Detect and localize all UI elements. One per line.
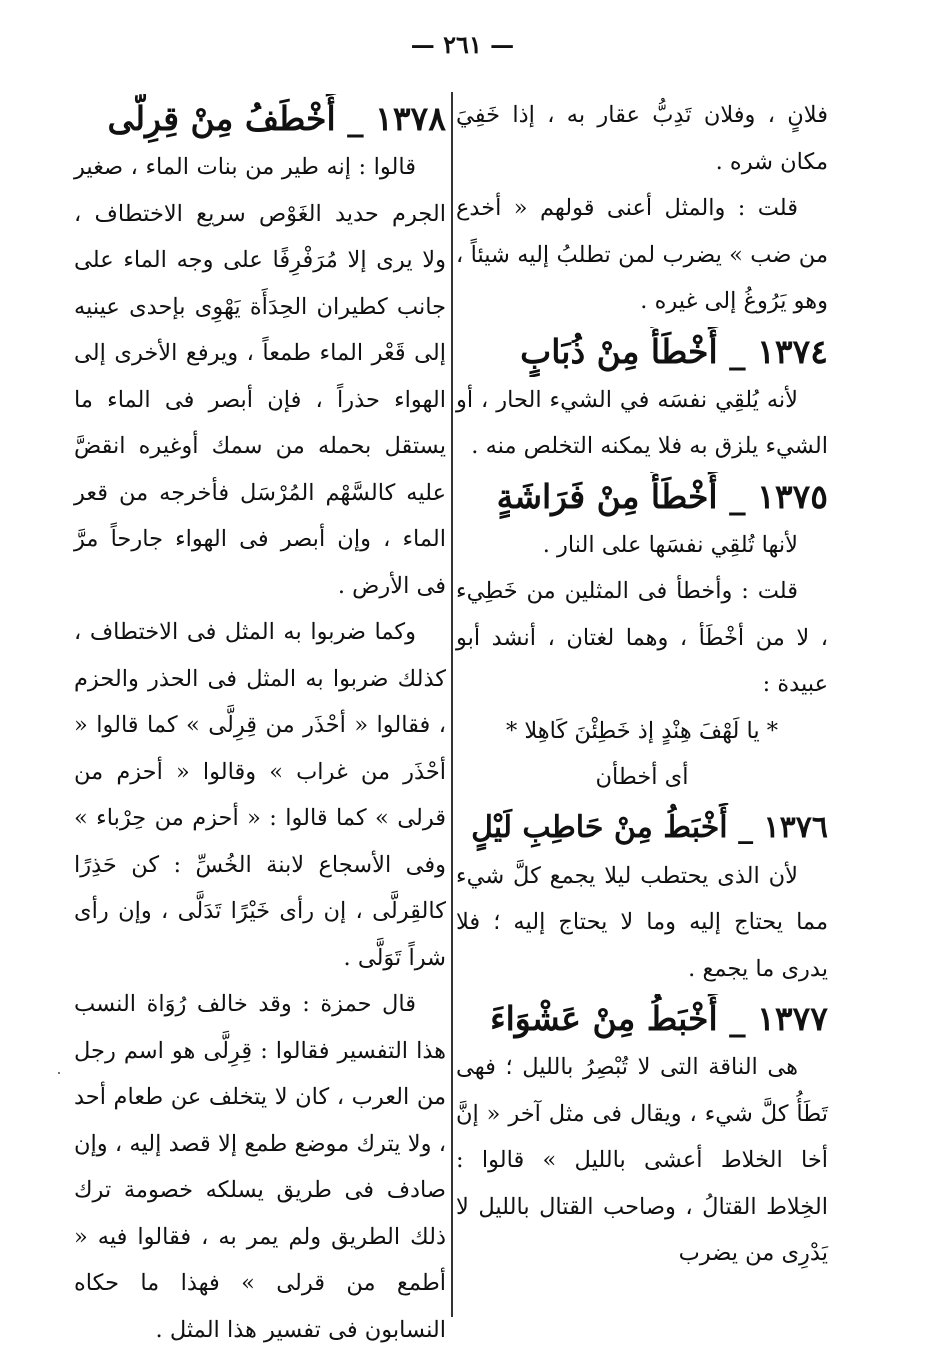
entry-title-1378: ١٣٧٨ _ أَخْطَفُ مِنْ قِرِلَّى (107, 99, 446, 138)
paragraph-1378-hamza: قال حمزة : وقد خالف رُوَاة النسب هذا التفسير فقالوا : قِرِلَّى هو اسم رجل من العرب ، كان لا يتخلف عن طعام أحد ، ولا يترك موضع طمع إلا قصد إليه ، وإن صادف فى طريق يسلكه خصومة ترك ذلك الطريق ولم يمر به ، فقالوا فيه « أطمع من قرلى » فهذا ما حكاه النسابون فى تفسير هذا المثل . (74, 991, 446, 1343)
entry-title-1377: ١٣٧٧ _ أَخْبَطُ مِنْ عَشْوَاءَ (490, 999, 828, 1038)
margin-dot (58, 1072, 60, 1074)
paragraph-1378: قالوا : إنه طير من بنات الماء ، صغير الجرم حديد الغَوْص سريع الاختطاف ، ولا يرى إلا مُرَفْرِفًا على وجه الماء على جانب كطيران الحِدَأَة يَهْوِى بإحدى عينيه إلى قَعْر الماء طمعاً ، ويرفع الأخرى إلى الهواء حذراً ، فإن أبصر فى الماء ما يستقل بحمله من سمك أوغيره انقضَّ عليه كالسَّهْم المُرْسَل فأخرجه من قعر الماء ، وإن أبصر فى الهواء جارحاً مرَّ فى الأرض . (74, 154, 446, 599)
paragraph-1376: لأن الذى يحتطب ليلا يجمع كلَّ شيء مما يحتاج إليه وما لا يحتاج إليه ؛ فلا يدرى ما يجمع . (456, 862, 828, 982)
paragraph-1378-proverbs: وكما ضربوا به المثل فى الاختطاف ، كذلك ضربوا به المثل فى الحذر والحزم ، فقالوا « أحْذَر من قِرِلَّى » كما قالوا « أحْذَر من غراب » وقالوا « أحزم من قرلى » كما قالوا : « أحزم من حِرْباء » وفى الأسجاع لابنة الخُسِّ : كن حَذِرًا كالقِرلَّى ، إن رأى خَيْرًا تَدَلَّى ، وإن رأى شراً تَوَلَّى . (74, 619, 446, 971)
page-number: — ٢٦١ — (410, 30, 515, 59)
entry-title-1376: ١٣٧٦ _ أَخْبَطُ مِنْ حَاطِبِ لَيْلٍ (471, 809, 828, 845)
left-column (74, 92, 446, 1353)
paragraph-1374: لأنه يُلقِي نفسَه في الشيء الحار ، أو الشيء يلزق به فلا يمكنه التخلص منه . (456, 386, 828, 459)
paragraph-1375-note: قلت : وأخطأ فى المثلين من خَطِيء ، لا من أخْطَأ ، وهما لغتان ، أنشد أبو عبيدة : (456, 578, 828, 697)
paragraph-note: قلت : والمثل أعنى قولهم « أخدع من ضب » يضرب لمن تطلبُ إليه شيئاً ، وهو يَرُوغُ إلى غيره . (456, 195, 828, 314)
entry-title-1375: ١٣٧٥ _ أَخْطَأُ مِنْ فَرَاشَةٍ (496, 476, 828, 516)
verse-gloss: أى أخطأن (595, 764, 689, 790)
paragraph-1377: هى الناقة التى لا تُبْصِرُ بالليل ؛ فهى تَطَأُ كلَّ شيء ، ويقال فى مثل آخر « إنَّ أخا الخلاط أعشى بالليل » قالوا : الخِلاط القتالُ ، وصاحب القتال بالليل لا يَدْرِى من يضرب (456, 1054, 828, 1266)
paragraph-1375: لأنها تُلقِي نفسَها على النار . (542, 531, 798, 558)
paragraph-continuation: فلانٍ ، وفلان تَدِبُّ عقار به ، إذا خَفِيَ مكان شره . (456, 102, 828, 175)
entry-title-1374: ١٣٧٤ _ أَخْطَأُ مِنْ ذُبَابٍ (520, 331, 828, 371)
verse-line: * يا لَهْفَ هِنْدٍ إذ خَطِئْنَ كَاهِلا * (505, 717, 779, 744)
column-divider (451, 92, 453, 1317)
right-column (456, 92, 828, 1277)
